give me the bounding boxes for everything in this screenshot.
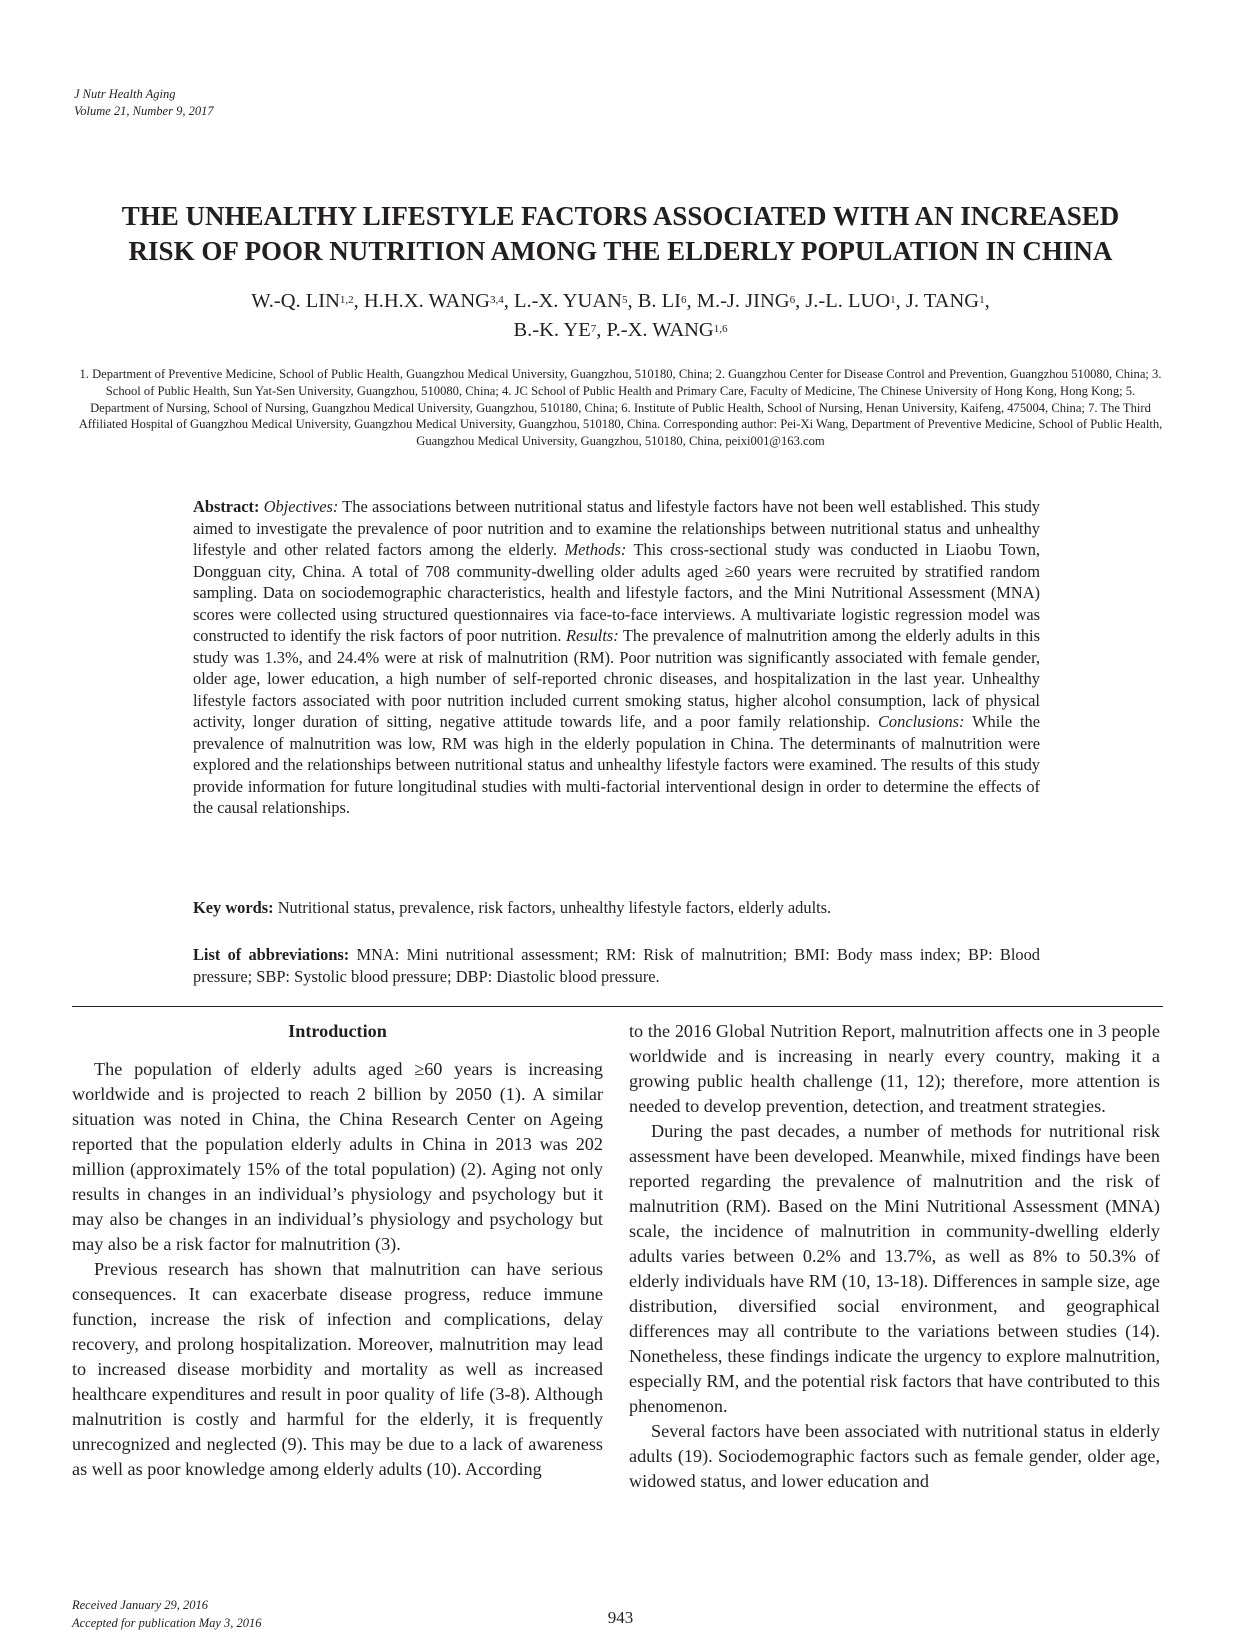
accepted-date: Accepted for publication May 3, 2016 [72, 1616, 262, 1630]
paragraph: During the past decades, a number of methods for nutritional risk assessment have been developed. Meanwhile, mixed findings have been reported regarding the prevalence of malnutrition and the risk of malnutrition (RM). Based on the Mini Nutritional Assessment (MNA) scale, the incidence of malnutrition in community-dwelling elderly adults varies between 0.2% and 13.7%, as well as 8% to 50.3% of elderly individuals have RM (10, 13-18). Differences in sample size, age distribution, diversified social environment, and geographical differences may all contribute to the variations between studies (14). Nonetheless, these findings indicate the urgency to explore malnutrition, especially RM, and the potential risk factors that have contributed to this phenomenon. [629, 1121, 1160, 1416]
paper-title [40, 199, 1201, 269]
abbreviations-text: MNA: Mini nutritional assessment; RM: Risk of malnutrition; BMI: Body mass index; BP: Blood pressure; SBP: Systolic blood pressure; DBP: Diastolic blood pressure. [193, 945, 1040, 986]
page-number: 943 [607, 1608, 634, 1627]
paragraph: Several factors have been associated with nutritional status in elderly adults (19). Sociodemographic factors such as female gender, older age, widowed status, and lower education and [629, 1421, 1160, 1491]
journal-name: J Nutr Health Aging [74, 87, 176, 101]
author: M.-J. JING$^6$ [696, 290, 796, 312]
results-label: Results: [565, 626, 619, 645]
title-line-2: RISK OF POOR NUTRITION AMONG THE ELDERLY POPULATION IN CHINA [128, 236, 1113, 266]
conclusions-text: While the prevalence of malnutrition was low, RM was high in the elderly population in China. The determinants of malnutrition were explored and the relationships between nutritional status and unhealthy lifestyle factors were examined. The results of this study provide information for future longitudinal studies with multi-factorial interventional design in order to determine the effects of the causal relationships. [193, 712, 1040, 817]
author-list: W.-Q. LIN$^{1,2}$, H.H.X. WANG$^{3,4}$, L.-X. YUAN$^5$, B. $LI^6$, M.-J. JING$^6$, J.-L. LUO$^1$, J. TANG$^1$, B.-K. $YE^7$, P.-X. WANG$^{1,6}$ [251, 290, 990, 341]
author: W.-Q. LIN$^{1,2}$ [251, 290, 354, 312]
abbreviations [193, 944, 1040, 988]
abstract [193, 496, 1040, 819]
abbreviations-label: List of abbreviations: [193, 945, 350, 964]
section-divider [72, 1006, 1163, 1007]
received-date: Received January 29, 2016 [72, 1598, 209, 1612]
journal-volume: Volume 21, Number 9, 2017 [74, 104, 214, 118]
author: P.-X. WANG$^{1,6}$ [606, 319, 728, 341]
body-column-left [72, 1019, 603, 1482]
body-column-right [629, 1019, 1160, 1494]
paragraph: Previous research has shown that malnutrition can have serious consequences. It can exacerbate disease progress, reduce immune function, increase the risk of infection and complications, delay recovery, and prolong hospitalization. Moreover, malnutrition may lead to increased disease morbidity and mortality as well as increased healthcare expenditures and result in poor quality of life (3-8). Although malnutrition is costly and harmful for the elderly, it is frequently unrecognized and neglected (9). This may be due to a lack of awareness as well as poor knowledge among elderly adults (10). According [72, 1259, 603, 1479]
author: J. TANG$^1$ [905, 290, 985, 312]
results-text: The prevalence of malnutrition among the elderly adults in this study was 1.3%, and 24.4% were at risk of malnutrition (RM). Poor nutrition was significantly associated with female gender, older age, lower education, a high number of self-reported chronic diseases, and hospitalization in the last year. Unhealthy lifestyle factors associated with poor nutrition included current smoking status, higher alcohol consumption, lack of physical activity, longer duration of sitting, negative attitude towards life, and a poor family relationship. [193, 626, 1040, 731]
journal-header [74, 86, 214, 120]
conclusions-label: Conclusions: [878, 712, 965, 731]
methods-label: Methods: [564, 540, 627, 559]
author: B. $LI^6$ [637, 290, 687, 312]
title-line-1: THE UNHEALTHY LIFESTYLE FACTORS ASSOCIATED WITH AN INCREASED [121, 201, 1120, 231]
author: H.H.X. WANG$^{3,4}$ [363, 290, 504, 312]
objectives-text: The associations between nutritional status and lifestyle factors have not been well established. This study aimed to investigate the prevalence of poor nutrition and to examine the relationships between nutritional status and unhealthy lifestyle and other related factors among the elderly. [193, 497, 1040, 559]
methods-text: This cross-sectional study was conducted in Liaobu Town, Dongguan city, China. A total of 708 community-dwelling older adults aged ≥60 years were recruited by stratified random sampling. Data on sociodemographic characteristics, health and lifestyle factors, and the Mini Nutritional Assessment (MNA) scores were collected using structured questionnaires via face-to-face interviews. A multivariate logistic regression model was constructed to identify the risk factors of poor nutrition. [193, 540, 1040, 645]
abstract-label: Abstract: [193, 497, 260, 516]
section-heading-introduction: Introduction [288, 1021, 387, 1041]
affiliations: 1. Department of Preventive Medicine, School of Public Health, Guangzhou Medical University, Guangzhou, 510180, China; 2. Guangzhou Center for Disease Control and Prevention, Guangzhou 510080, China; 3. School of Public Health, Sun Yat-Sen University, Guangzhou, 510080, China; 4. JC School of Public Health and Primary Care, Faculty of Medicine, The Chinese University of Hong Kong, Hong Kong; 5. Department of Nursing, School of Nursing, Guangzhou Medical University, Guangzhou, 510180, China; 6. Institute of Public Health, School of Nursing, Henan University, Kaifeng, 475004, China; 7. The Third Affiliated Hospital of Guangzhou Medical University, Guangzhou Medical University, Guangzhou, 510180, China. Corresponding author: Pei-Xi Wang, Department of Preventive Medicine, School of Public Health, Guangzhou Medical University, Guangzhou, 510180, China, peixi001@163.com [78, 367, 1163, 449]
paragraph-continuation: to the 2016 Global Nutrition Report, malnutrition affects one in 3 people worldwide and is increasing in nearly every country, making it a growing public health challenge (11, 12); therefore, more attention is needed to develop prevention, detection, and treatment strategies. [629, 1021, 1160, 1116]
author: J.-L. LUO$^1$ [805, 290, 896, 312]
keywords-label: Key words: [193, 898, 274, 917]
author: L.-X. YUAN$^5$ [513, 290, 628, 312]
keywords [193, 897, 1040, 919]
paragraph: The population of elderly adults aged ≥60 years is increasing worldwide and is projected to reach 2 billion by 2050 (1). A similar situation was noted in China, the China Research Center on Ageing reported that the population elderly adults in China in 2013 was 202 million (approximately 15% of the total population) (2). Aging not only results in changes in an individual’s physiology and psychology but it may also be changes in an individual’s physiology and psychology but may also be a risk factor for malnutrition (3). [72, 1059, 603, 1254]
author: B.-K. $YE^7$ [513, 319, 597, 341]
keywords-text: Nutritional status, prevalence, risk factors, unhealthy lifestyle factors, elderly adults. [277, 898, 832, 917]
objectives-label: Objectives: [263, 497, 339, 516]
